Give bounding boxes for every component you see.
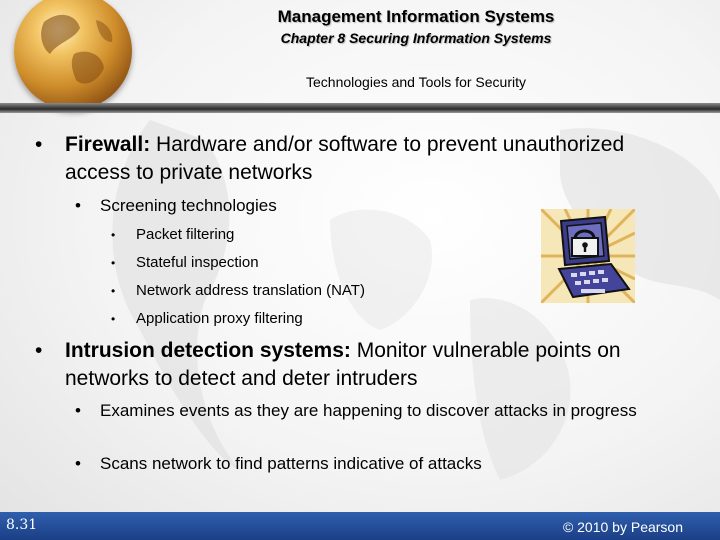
bullet-dot: • [35, 133, 43, 156]
bullet-dot: • [75, 401, 81, 420]
screening-label: Screening technologies [100, 196, 277, 215]
footer-bar [0, 512, 720, 540]
ids-term: Intrusion detection systems: [65, 339, 351, 362]
section-title: Technologies and Tools for Security [306, 74, 526, 90]
list-item-label: Application proxy filtering [136, 310, 303, 327]
chapter-title: Chapter 8 Securing Information Systems [280, 30, 552, 46]
examines-label: Examines events as they are happening to discover attacks in progress [100, 401, 637, 420]
firewall-description: Hardware and/or software to prevent unauthorized access to private networks [65, 133, 625, 184]
copyright-text: © 2010 by Pearson [562, 519, 683, 535]
locked-computer-icon [541, 209, 635, 303]
bullet-dot: • [35, 339, 43, 362]
bullet-dot: • [75, 454, 81, 473]
list-item-label: Packet filtering [136, 226, 235, 243]
list-item-label: Network address translation (NAT) [136, 282, 365, 299]
bullet-dot: • [75, 196, 81, 215]
list-item-label: Stateful inspection [136, 254, 259, 271]
scans-label: Scans network to find patterns indicative of attacks [100, 454, 482, 473]
app-title: Management Information Systems [277, 7, 555, 26]
header-divider [0, 103, 720, 113]
ids-description: Monitor vulnerable points on networks to detect and deter intruders [65, 339, 621, 390]
page-number: 8.31 [6, 517, 38, 533]
firewall-term: Firewall: [65, 133, 151, 156]
slide: Management Information Systems Chapter 8 Securing Information Systems Technologies and Tools for Security • Firewall: Hardware and/or software to prevent unauthorized access to private networks • Screening technologies • Packet filtering • Stateful inspection • Network address translation (NAT) • Application proxy filtering • Intrusion detection systems: Monitor vulnerable points on networks to detect and deter intruders • Examines events as they are happening to discover attacks in progress • Scans network to find patterns indicative of attacks 8.31 © 2010 by Pearson [0, 0, 720, 540]
